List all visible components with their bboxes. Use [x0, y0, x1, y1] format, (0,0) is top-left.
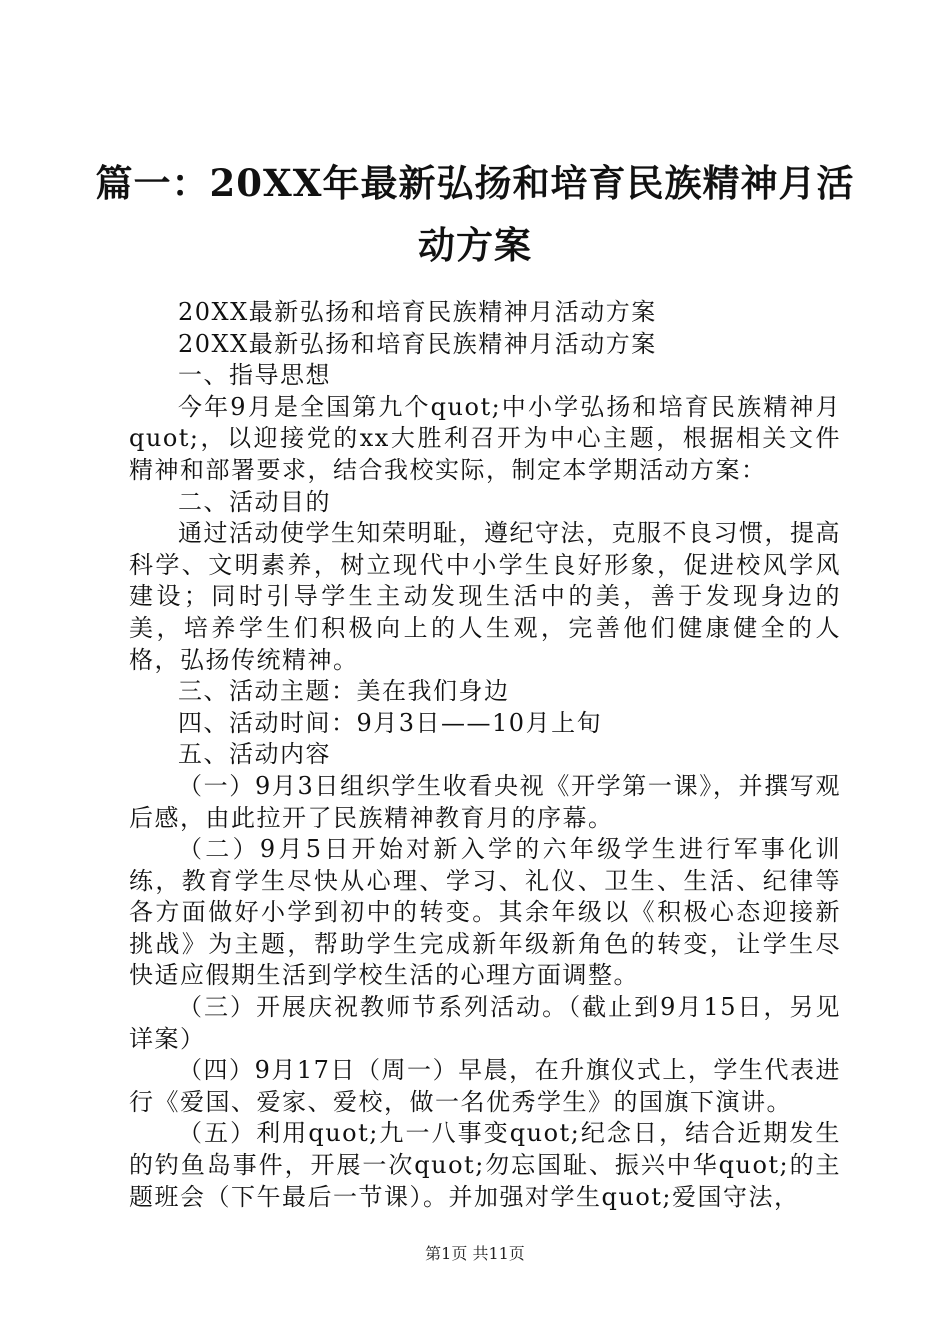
section-heading: 三、活动主题：美在我们身边: [178, 677, 510, 706]
paragraph: （五）利用quot;九一八事变quot;纪念日，结合近期发生的钓鱼岛事件，开展一次quot;勿忘国耻、振兴中华quot;的主题班会（下午最后一节课）。并加强对学生quot;爱国守法，: [129, 1119, 841, 1211]
paragraph: （一）9月3日组织学生收看央视《开学第一课》，并撰写观后感，由此拉开了民族精神教育月的序幕。: [129, 771, 841, 832]
paragraph: 通过活动使学生知荣明耻，遵纪守法，克服不良习惯，提高科学、文明素养，树立现代中小学生良好形象，促进校风学风建设；同时引导学生主动发现生活中的美，善于发现身边的美，培养学生们积极向上的人生观，完善他们健康健全的人格，弘扬传统精神。: [129, 519, 841, 674]
paragraph: 今年9月是全国第九个quot;中小学弘扬和培育民族精神月quot;，以迎接党的xx大胜利召开为中心主题，根据相关文件精神和部署要求，结合我校实际，制定本学期活动方案：: [129, 392, 841, 484]
paragraph: （二）9月5日开始对新入学的六年级学生进行军事化训练，教育学生尽快从心理、学习、礼仪、卫生、生活、纪律等各方面做好小学到初中的转变。其余年级以《积极心态迎接新挑战》为主题，帮助学生完成新年级新角色的转变，让学生尽快适应假期生活到学校生活的心理方面调整。: [129, 835, 841, 990]
page-footer: 第1页 共11页: [425, 1244, 525, 1263]
section-heading: 五、活动内容: [178, 740, 331, 769]
paragraph: 20XX最新弘扬和培育民族精神月活动方案: [178, 329, 657, 358]
paragraph: （三）开展庆祝教师节系列活动。（截止到9月15日，另见详案）: [129, 993, 841, 1053]
document-title: 篇一：20XX年最新弘扬和培育民族精神月活动方案: [95, 161, 855, 267]
section-heading: 二、活动目的: [178, 487, 331, 516]
section-heading: 四、活动时间：9月3日——10月上旬: [178, 708, 603, 737]
document-body: [129, 297, 841, 1213]
paragraph: （四）9月17日（周一）早晨，在升旗仪式上，学生代表进行《爱国、爱家、爱校，做一名优秀学生》的国旗下演讲。: [129, 1056, 841, 1116]
section-heading: 一、指导思想: [178, 361, 331, 390]
paragraph: 20XX最新弘扬和培育民族精神月活动方案: [178, 298, 657, 326]
